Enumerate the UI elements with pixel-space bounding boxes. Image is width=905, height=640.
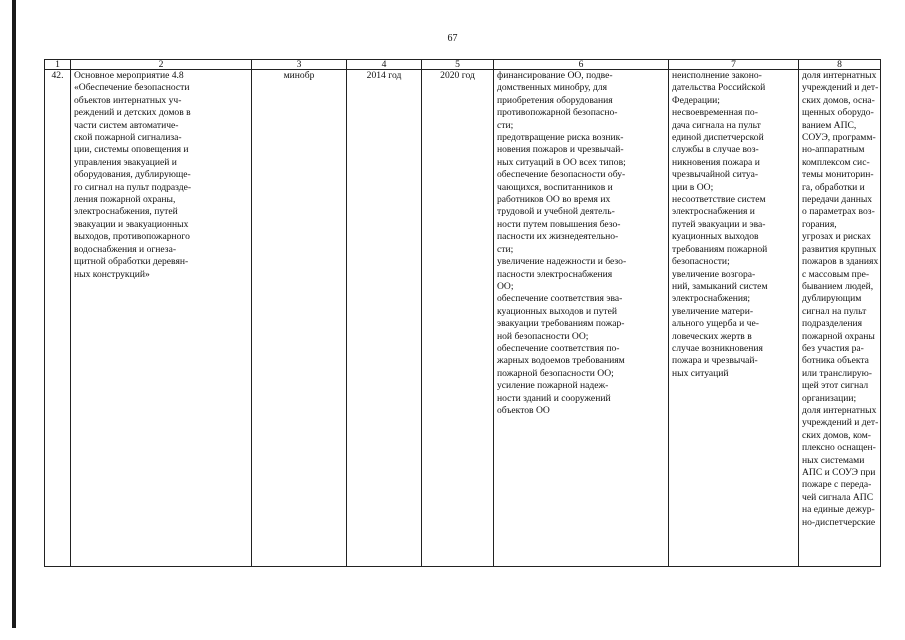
expected-result-cell [494, 70, 669, 567]
column-number: 1 [45, 60, 71, 70]
text-line: сигнал на пульт [802, 305, 867, 317]
text-line: угрозах и рисках [802, 231, 871, 243]
text-line: объектов ОО [497, 404, 550, 416]
text-line: ных системами [802, 454, 865, 466]
text-line: ских домов, ком- [802, 429, 871, 441]
text-line: учреждений и дет- [802, 417, 879, 429]
text-line: оборудования, дублирующе- [74, 169, 191, 181]
text-line: ции в ОО; [672, 181, 714, 193]
text-line: куационных выходов и путей [497, 305, 618, 317]
row-number: 42. [45, 70, 71, 567]
text-line: ных ситуаций [672, 367, 729, 379]
text-line: без участия ра- [802, 342, 864, 354]
text-line: доля интернатных [802, 404, 877, 416]
text-line: обеспечение соответствия по- [497, 342, 620, 354]
text-line: пасности электроснабжения [497, 268, 613, 280]
text-line: путей эвакуации и эва- [672, 218, 766, 230]
text-line: учреждений и дет- [802, 82, 879, 94]
text-line: быванием людей, [802, 280, 874, 292]
text-line: обеспечение соответствия эва- [497, 293, 623, 305]
text-line: но-диспетчерские [802, 516, 876, 528]
text-line: объектов интернатных уч- [74, 94, 182, 106]
column-number: 2 [71, 60, 252, 70]
text-line: подразделения [802, 318, 863, 330]
text-line: щей этот сигнал [802, 380, 869, 392]
text-line: противопожарной безопасно- [497, 107, 618, 119]
scan-edge-bar [12, 0, 16, 628]
text-line: электроснабжения и [672, 206, 755, 218]
text-line: плексно оснащен- [802, 442, 876, 454]
text-line: несоответствие систем [672, 194, 766, 206]
text-line: ных ситуаций в ОО всех типов; [497, 156, 626, 168]
text-line: случае возникновения [672, 342, 763, 354]
text-line: чей сигнала АПС [802, 491, 874, 503]
text-line: увеличение возгора- [672, 268, 756, 280]
text-line: ной безопасности ОО; [497, 330, 589, 342]
text-line: ции, системы оповещения и [74, 144, 189, 156]
program-table [44, 59, 881, 567]
text-line: электроснабжения; [672, 293, 751, 305]
table-row [45, 70, 881, 567]
measure-name-text [74, 70, 248, 281]
executor-cell: минобр [252, 70, 347, 567]
text-line: на единые дежур- [802, 504, 875, 516]
risk-text [672, 70, 795, 380]
end-year-cell: 2020 год [422, 70, 494, 567]
text-line: ванием АПС, [802, 119, 857, 131]
text-line: дублирующим [802, 293, 862, 305]
text-line: пожарной охраны [802, 330, 875, 342]
column-number: 8 [799, 60, 881, 70]
text-line: новения пожаров и чрезвычай- [497, 144, 624, 156]
indicator-text [802, 70, 877, 529]
text-line: эвакуации и эвакуационных [74, 218, 189, 230]
text-line: части систем автоматиче- [74, 119, 179, 131]
text-line: ОО; [497, 280, 514, 292]
text-line: организации; [802, 392, 857, 404]
text-line: га, обработки и [802, 181, 865, 193]
text-line: предотвращение риска возник- [497, 132, 624, 144]
text-line: домственных минобру, для [497, 82, 608, 94]
text-line: реждений и детских домов в [74, 107, 191, 119]
text-line: ности зданий и сооружений [497, 392, 611, 404]
text-line: эвакуации требованиям пожар- [497, 318, 625, 330]
text-line: «Обеспечение безопасности [74, 82, 190, 94]
text-line: никновения пожара и [672, 156, 760, 168]
text-line: пожарной безопасности ОО; [497, 367, 614, 379]
text-line: щитной обработки деревян- [74, 256, 189, 268]
text-line: ний, замыканий систем [672, 280, 768, 292]
text-line: чающихся, воспитанников и [497, 181, 613, 193]
column-number: 3 [252, 60, 347, 70]
text-line: водоснабжения и огнеза- [74, 243, 177, 255]
text-line: сти; [497, 119, 514, 131]
text-line: дательства Российской [672, 82, 766, 94]
text-line: го сигнал на пульт подразде- [74, 181, 192, 193]
text-line: требованиям пожарной [672, 243, 768, 255]
text-line: АПС и СОУЭ при [802, 467, 876, 478]
text-line: передачи данных [802, 194, 873, 206]
text-line: Основное мероприятие 4.8 [74, 70, 184, 81]
text-line: жарных водоемов требованиям [497, 355, 625, 367]
text-line: усиление пожарной надеж- [497, 380, 609, 392]
text-line: неисполнение законо- [672, 70, 762, 81]
text-line: работников ОО во время их [497, 194, 611, 206]
text-line: ботника объекта [802, 355, 869, 367]
start-year-cell: 2014 год [347, 70, 422, 567]
text-line: развития крупных [802, 243, 877, 255]
text-line: пожаров в зданиях [802, 256, 879, 268]
risk-cell [669, 70, 799, 567]
column-number: 4 [347, 60, 422, 70]
expected-result-text [497, 70, 665, 417]
text-line: ских домов, осна- [802, 94, 875, 106]
text-line: ных конструкций» [74, 268, 150, 280]
text-line: увеличение надежности и безо- [497, 256, 627, 268]
text-line: пожаре с переда- [802, 479, 872, 491]
text-line: СОУЭ, программ- [802, 132, 876, 144]
text-line: щенных оборудо- [802, 107, 874, 119]
text-line: трудовой и учебной деятель- [497, 206, 615, 218]
text-line: темы мониторин- [802, 169, 874, 181]
text-line: ления пожарной охраны, [74, 194, 176, 206]
text-line: ности путем повышения безо- [497, 218, 621, 230]
text-line: безопасности; [672, 256, 730, 268]
text-line: сти; [497, 243, 514, 255]
text-line: ловеческих жертв в [672, 330, 752, 342]
text-line: приобретения оборудования [497, 94, 613, 106]
text-line: комплексом сис- [802, 156, 870, 168]
text-line: единой диспетчерской [672, 132, 764, 144]
text-line: пожара и чрезвычай- [672, 355, 758, 367]
text-line: электроснабжения, путей [74, 206, 178, 218]
text-line: финансирование ОО, подве- [497, 70, 613, 81]
measure-name-cell [71, 70, 252, 567]
text-line: службы в случае воз- [672, 144, 759, 156]
text-line: доля интернатных [802, 70, 877, 81]
text-line: куационных выходов [672, 231, 759, 243]
text-line: о параметрах воз- [802, 206, 875, 218]
text-line: пасности их жизнедеятельно- [497, 231, 619, 243]
column-number: 6 [494, 60, 669, 70]
text-line: управления эвакуацией и [74, 156, 177, 168]
text-line: обеспечение безопасности обу- [497, 169, 626, 181]
text-line: горания, [802, 218, 837, 230]
text-line: ской пожарной сигнализа- [74, 132, 182, 144]
text-line: Федерации; [672, 94, 720, 106]
text-line: несвоевременная по- [672, 107, 758, 119]
text-line: увеличение матери- [672, 305, 754, 317]
column-number: 7 [669, 60, 799, 70]
text-line: но-аппаратным [802, 144, 865, 156]
page-number: 67 [447, 33, 458, 44]
text-line: выходов, противопожарного [74, 231, 190, 243]
text-line: чрезвычайной ситуа- [672, 169, 759, 181]
column-number: 5 [422, 60, 494, 70]
indicator-cell [799, 70, 881, 567]
column-number-row [45, 60, 881, 70]
text-line: или транслирую- [802, 367, 872, 379]
text-line: с массовым пре- [802, 268, 870, 280]
text-line: ального ущерба и че- [672, 318, 759, 330]
text-line: дача сигнала на пульт [672, 119, 761, 131]
